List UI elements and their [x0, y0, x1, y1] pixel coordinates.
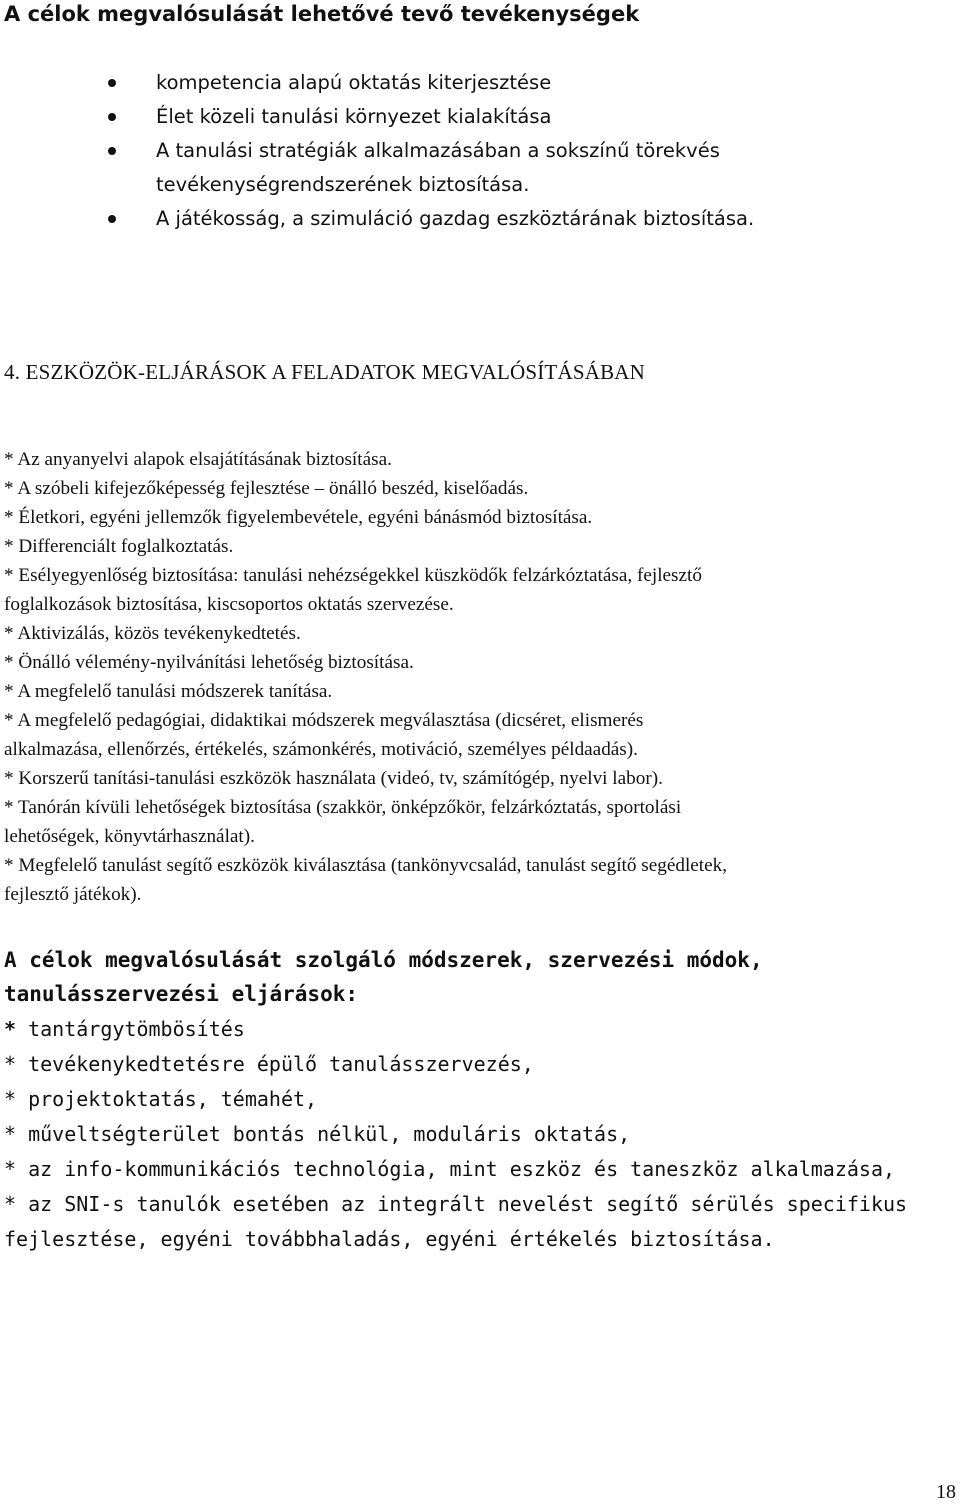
heading-line: A célok megvalósulását szolgáló módszerek, szervezési módok, — [4, 948, 763, 972]
list-item-text: tevékenységrendszerének biztosítása. — [156, 173, 530, 196]
list-item — [4, 445, 954, 474]
bullet-icon — [108, 215, 116, 223]
line-text: * A szóbeli kifejezőképesség fejlesztése – önálló beszéd, kiselőadás. — [4, 478, 529, 499]
section-heading-tools: 4. ESZKÖZÖK-ELJÁRÁSOK A FELADATOK MEGVALÓSÍTÁSÁBAN — [4, 360, 646, 384]
list-item — [4, 561, 954, 619]
line-text: * Megfelelő tanulást segítő eszközök kiválasztása (tankönyvcsalád, tanulást segítő segédletek, — [4, 855, 728, 876]
list-item — [4, 793, 954, 851]
line-text: * Esélyegyenlőség biztosítása: tanulási nehézségekkel küszködők felzárkóztatása, fejlesztő — [4, 565, 702, 586]
line-text: fejlesztő játékok). — [4, 884, 142, 905]
list-item — [4, 1082, 954, 1117]
activities-bullet-list — [108, 66, 928, 236]
asterisk-marker: * — [4, 1052, 17, 1076]
line-text: * Önálló vélemény-nyilvánítási lehetőség biztosítása. — [4, 652, 414, 673]
asterisk-marker: * — [4, 1157, 17, 1181]
list-item — [4, 1152, 954, 1187]
list-item — [108, 202, 928, 236]
asterisk-marker: * — [4, 1192, 17, 1216]
line-text: * Életkori, egyéni jellemzők figyelembevétele, egyéni bánásmód biztosítása. — [4, 507, 593, 528]
bullet-icon — [108, 113, 116, 121]
asterisk-marker: * — [4, 1017, 17, 1041]
list-item — [4, 532, 954, 561]
line-text: fejlesztése, egyéni továbbhaladás, egyéni értékelés biztosítása. — [4, 1227, 775, 1251]
line-text: projektoktatás, témahét, — [28, 1087, 318, 1111]
list-item — [4, 1117, 954, 1152]
activities-heading: A célok megvalósulását lehetővé tevő tevékenységek — [4, 2, 640, 26]
heading-line: tanulásszervezési eljárások: — [4, 982, 359, 1006]
bullet-icon — [108, 79, 116, 87]
list-item-text: A tanulási stratégiák alkalmazásában a sokszínű törekvés — [156, 139, 720, 162]
list-item — [4, 474, 954, 503]
list-item — [108, 66, 928, 100]
list-item — [4, 677, 954, 706]
line-text: foglalkozások biztosítása, kiscsoportos oktatás szervezése. — [4, 594, 454, 615]
list-item — [108, 100, 928, 134]
list-item-text: kompetencia alapú oktatás kiterjesztése — [156, 71, 552, 94]
tools-list — [4, 445, 954, 909]
page-number: 18 — [936, 1481, 956, 1503]
list-item — [4, 706, 954, 764]
bullet-icon — [108, 147, 116, 155]
list-item — [4, 1047, 954, 1082]
list-item — [4, 1012, 954, 1047]
methods-heading — [4, 943, 904, 1011]
asterisk-marker: * — [4, 1087, 17, 1111]
list-item — [4, 503, 954, 532]
line-text: tevékenykedtetésre épülő tanulásszervezés, — [28, 1052, 534, 1076]
list-item — [4, 619, 954, 648]
methods-list — [4, 1012, 954, 1257]
list-item-text: Élet közeli tanulási környezet kialakítása — [156, 105, 552, 128]
line-text: * Aktivizálás, közös tevékenykedtetés. — [4, 623, 301, 644]
line-text: tantárgytömbösítés — [28, 1017, 245, 1041]
list-item — [4, 1187, 954, 1257]
line-text: * A megfelelő tanulási módszerek tanítása. — [4, 681, 333, 702]
line-text: * Korszerű tanítási-tanulási eszközök használata (videó, tv, számítógép, nyelvi labor). — [4, 768, 663, 789]
line-text: lehetőségek, könyvtárhasználat). — [4, 826, 255, 847]
list-item — [4, 764, 954, 793]
line-text: műveltségterület bontás nélkül, moduláris oktatás, — [28, 1122, 631, 1146]
line-text: az SNI-s tanulók esetében az integrált nevelést segítő sérülés specifikus — [28, 1192, 908, 1216]
list-item — [4, 851, 954, 909]
asterisk-marker: * — [4, 1122, 17, 1146]
line-text: * Tanórán kívüli lehetőségek biztosítása (szakkör, önképzőkör, felzárkóztatás, sportolási — [4, 797, 682, 818]
list-item-text: A játékosság, a szimuláció gazdag eszköztárának biztosítása. — [156, 207, 755, 230]
line-text: alkalmazása, ellenőrzés, értékelés, számonkérés, motiváció, személyes példaadás). — [4, 739, 638, 760]
line-text: * Az anyanyelvi alapok elsajátításának biztosítása. — [4, 449, 392, 470]
line-text: * Differenciált foglalkoztatás. — [4, 536, 234, 557]
list-item — [108, 134, 928, 202]
line-text: az info-kommunikációs technológia, mint eszköz és taneszköz alkalmazása, — [28, 1157, 896, 1181]
list-item — [4, 648, 954, 677]
line-text: * A megfelelő pedagógiai, didaktikai módszerek megválasztása (dicséret, elismerés — [4, 710, 644, 731]
